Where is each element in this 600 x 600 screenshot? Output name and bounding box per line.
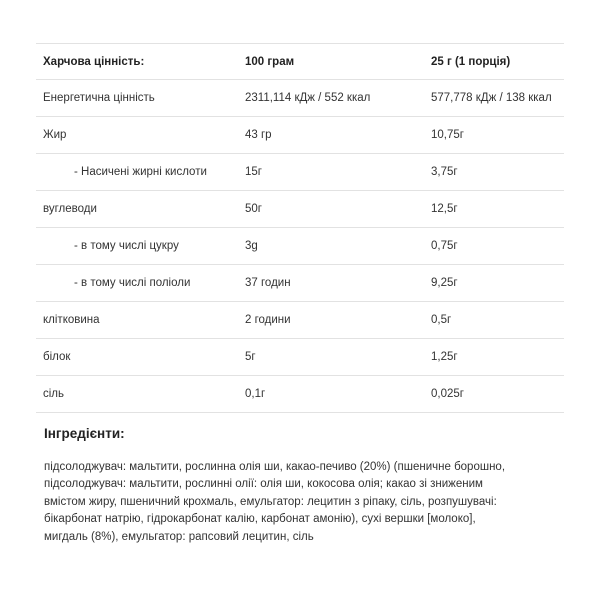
value-per-100g: 3g xyxy=(238,228,424,265)
table-row xyxy=(36,376,564,413)
table-row xyxy=(36,117,564,154)
header-nutrition-label: Харчова цінність: xyxy=(36,44,238,80)
table-row xyxy=(36,191,564,228)
ingredients-line: мигдаль (8%), емульгатор: рапсовий лецитин, сіль xyxy=(44,530,314,543)
value-per-100g: 2311,114 кДж / 552 ккал xyxy=(238,80,424,117)
value-per-100g: 0,1г xyxy=(238,376,424,413)
value-per-100g: 5г xyxy=(238,339,424,376)
nutrient-label: Енергетична цінність xyxy=(36,80,238,117)
nutrient-label: вуглеводи xyxy=(36,191,238,228)
nutrient-label: білок xyxy=(36,339,238,376)
nutrition-body xyxy=(36,80,564,413)
value-per-100g: 37 годин xyxy=(238,265,424,302)
value-per-serving: 3,75г xyxy=(424,154,564,191)
value-per-100g: 15г xyxy=(238,154,424,191)
value-per-serving: 12,5г xyxy=(424,191,564,228)
ingredients-line: бікарбонат натрію, гідрокарбонат калію, карбонат амонію), сухі вершки [молоко], xyxy=(44,513,476,526)
table-row xyxy=(36,154,564,191)
nutrition-header-row xyxy=(36,44,564,80)
value-per-100g: 2 години xyxy=(238,302,424,339)
table-row xyxy=(36,265,564,302)
table-row xyxy=(36,302,564,339)
nutrient-label: - в тому числі поліоли xyxy=(36,265,238,302)
header-per-serving: 25 г (1 порція) xyxy=(424,44,564,80)
header-per-100g: 100 грам xyxy=(238,44,424,80)
value-per-serving: 10,75г xyxy=(424,117,564,154)
ingredients-text xyxy=(44,459,574,546)
ingredients-line: вмістом жиру, пшеничний крохмаль, емульгатор: лецитин з ріпаку, сіль, розпушувачі: xyxy=(44,495,497,508)
ingredients-line: підсолоджувач: мальтити, рослинна олія ши, какао-печиво (20%) (пшеничне борошно, xyxy=(44,461,506,473)
nutrient-label: - Насичені жирні кислоти xyxy=(36,154,238,191)
nutrient-label: - в тому числі цукру xyxy=(36,228,238,265)
value-per-serving: 0,75г xyxy=(424,228,564,265)
value-per-serving: 0,5г xyxy=(424,302,564,339)
value-per-serving: 0,025г xyxy=(424,376,564,413)
value-per-serving: 9,25г xyxy=(424,265,564,302)
table-row xyxy=(36,228,564,265)
ingredients-title: Інгредієнти: xyxy=(44,426,125,441)
value-per-serving: 1,25г xyxy=(424,339,564,376)
nutrient-label: Жир xyxy=(36,117,238,154)
nutrition-table xyxy=(36,43,564,413)
table-row xyxy=(36,339,564,376)
nutrient-label: клітковина xyxy=(36,302,238,339)
table-row xyxy=(36,80,564,117)
value-per-100g: 43 гр xyxy=(238,117,424,154)
ingredients-line: підсолоджувач: мальтити, рослинні олії: олія ши, кокосова олія; какао зі зниженим xyxy=(44,478,483,491)
value-per-serving: 577,778 кДж / 138 ккал xyxy=(424,80,564,117)
nutrient-label: сіль xyxy=(36,376,238,413)
value-per-100g: 50г xyxy=(238,191,424,228)
